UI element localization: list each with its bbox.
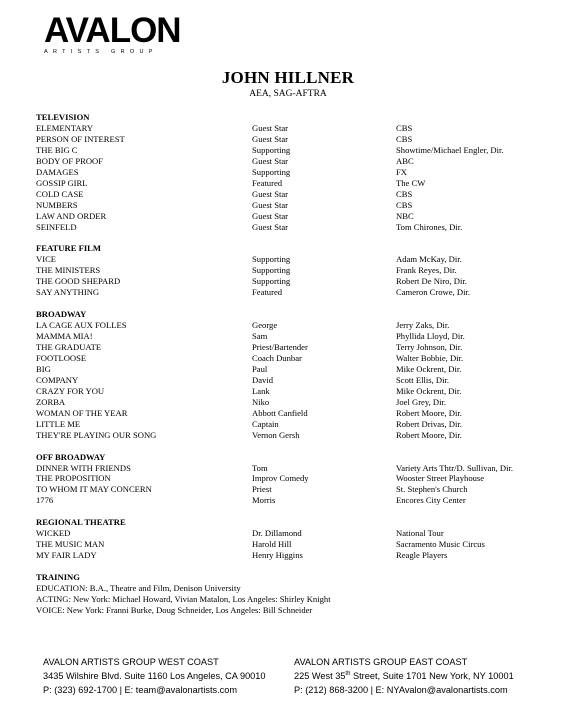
credit-row: [36, 145, 556, 156]
office-title: AVALON ARTISTS GROUP EAST COAST: [294, 657, 468, 667]
credit-company: National Tour: [396, 528, 444, 539]
credit-row: [36, 287, 556, 298]
credit-company: CBS: [396, 188, 413, 199]
credit-row: [36, 463, 556, 474]
credit-role: Supporting: [252, 254, 291, 265]
credit-role: Captain: [252, 418, 279, 429]
credit-row: [36, 331, 556, 342]
logo-wordmark: AVALON: [44, 11, 181, 50]
training-line: ACTING: New York: Michael Howard, Vivian Matalon, Los Angeles: Shirley Knight: [36, 593, 331, 604]
credit-company: Scott Ellis, Dir.: [396, 374, 449, 385]
credit-row: [36, 397, 556, 408]
east-coast-office: [294, 655, 514, 698]
credit-company: CBS: [396, 199, 413, 210]
credit-row: [36, 123, 556, 134]
agency-logo: [44, 11, 184, 55]
credit-role: Supporting: [252, 166, 291, 177]
office-title: AVALON ARTISTS GROUP WEST COAST: [43, 657, 219, 667]
credit-title: THE PROPOSITION: [36, 473, 111, 484]
credit-row: [36, 473, 556, 484]
credit-row: [36, 200, 556, 211]
section-title: TELEVISION: [36, 112, 90, 122]
credit-row: [36, 156, 556, 167]
credit-role: Featured: [252, 287, 283, 298]
credit-row: [36, 189, 556, 200]
credit-company: Robert Drivas, Dir.: [396, 418, 462, 429]
credit-title: THEY'RE PLAYING OUR SONG: [36, 429, 157, 440]
credit-company: Showtime/Michael Engler, Dir.: [396, 144, 504, 155]
credit-row: [36, 211, 556, 222]
credit-row: [36, 276, 556, 287]
credit-title: MY FAIR LADY: [36, 550, 97, 561]
credit-role: Guest Star: [252, 188, 289, 199]
credit-company: Reagle Players: [396, 550, 448, 561]
credit-row: [36, 419, 556, 430]
section-off-broadway: [36, 452, 556, 507]
credit-title: WICKED: [36, 528, 71, 539]
credit-title: DINNER WITH FRIENDS: [36, 462, 131, 473]
credit-row: [36, 134, 556, 145]
credit-row: [36, 539, 556, 550]
credit-role: Sam: [252, 331, 268, 342]
logo-subtitle: ARTISTS GROUP: [44, 49, 158, 55]
credit-title: ZORBA: [36, 396, 66, 407]
actor-unions: AEA, SAG-AFTRA: [249, 89, 327, 99]
training-line: EDUCATION: B.A., Theatre and Film, Denison University: [36, 582, 241, 593]
resume-body: [36, 112, 556, 616]
credit-company: Mike Ockrent, Dir.: [396, 363, 462, 374]
credit-company: Mike Ockrent, Dir.: [396, 385, 462, 396]
credit-title: TO WHOM IT MAY CONCERN: [36, 484, 152, 495]
section-feature-film: [36, 243, 556, 298]
credit-role: Harold Hill: [252, 539, 292, 550]
office-address: 3435 Wilshire Blvd. Suite 1160 Los Angeles, CA 90010: [43, 671, 266, 682]
credit-title: PERSON OF INTEREST: [36, 133, 125, 144]
credit-company: Adam McKay, Dir.: [396, 254, 462, 265]
credit-row: [36, 320, 556, 331]
credit-role: Featured: [252, 177, 283, 188]
credit-role: Morris: [252, 495, 276, 506]
credit-role: Guest Star: [252, 133, 289, 144]
credit-title: 1776: [36, 495, 54, 506]
credit-role: Guest Star: [252, 122, 289, 133]
credit-title: BIG: [36, 363, 51, 374]
credit-company: Variety Arts Thtr/D. Sullivan, Dir.: [396, 462, 514, 473]
credit-role: Henry Higgins: [252, 550, 303, 561]
credit-company: Cameron Crowe, Dir.: [396, 287, 470, 298]
credit-company: Robert Moore, Dir.: [396, 429, 462, 440]
section-title: FEATURE FILM: [36, 243, 102, 254]
credit-company: ABC: [396, 155, 414, 166]
credit-role: Niko: [252, 396, 270, 407]
credit-row: [36, 254, 556, 265]
west-coast-office: [43, 655, 266, 698]
credit-row: [36, 353, 556, 364]
credit-title: SAY ANYTHING: [36, 287, 100, 298]
credit-row: [36, 430, 556, 441]
credit-title: THE GOOD SHEPARD: [36, 276, 121, 287]
credit-company: The CW: [396, 177, 426, 188]
credit-company: Robert De Niro, Dir.: [396, 276, 467, 287]
credit-row: [36, 167, 556, 178]
credit-title: THE GRADUATE: [36, 342, 102, 353]
credit-row: [36, 375, 556, 386]
credit-company: Jerry Zaks, Dir.: [396, 320, 450, 331]
office-address: 225 West 35th Street, Suite 1701 New York, NY 10001: [294, 671, 514, 682]
credit-role: Guest Star: [252, 155, 289, 166]
section-title: OFF BROADWAY: [36, 451, 106, 462]
training-section: [36, 572, 556, 616]
credit-row: [36, 222, 556, 233]
credit-title: COMPANY: [36, 374, 79, 385]
credit-title: THE BIG C: [36, 144, 78, 155]
credit-title: MAMMA MIA!: [36, 331, 93, 342]
credit-role: Priest/Bartender: [252, 342, 308, 353]
credit-row: [36, 265, 556, 276]
training-line: VOICE: New York: Franni Burke, Doug Schneider, Los Angeles: Bill Schneider: [36, 604, 313, 615]
credit-role: David: [252, 374, 274, 385]
credit-row: [36, 364, 556, 375]
credit-role: Priest: [252, 484, 272, 495]
credit-company: NBC: [396, 210, 414, 221]
credit-role: Tom: [252, 462, 268, 473]
credit-role: Paul: [252, 363, 268, 374]
credit-company: CBS: [396, 122, 413, 133]
credit-row: [36, 550, 556, 561]
credit-row: [36, 342, 556, 353]
section-title: TRAINING: [36, 572, 80, 583]
credit-role: George: [252, 320, 278, 331]
credit-company: Frank Reyes, Dir.: [396, 265, 457, 276]
credit-role: Guest Star: [252, 210, 289, 221]
credit-company: CBS: [396, 133, 413, 144]
credit-row: [36, 386, 556, 397]
credit-title: GOSSIP GIRL: [36, 177, 88, 188]
credit-title: WOMAN OF THE YEAR: [36, 407, 128, 418]
credit-title: THE MINISTERS: [36, 265, 101, 276]
credit-sections: [36, 112, 556, 561]
credit-row: [36, 495, 556, 506]
credit-title: THE MUSIC MAN: [36, 539, 105, 550]
credit-title: DAMAGES: [36, 166, 79, 177]
credit-company: St. Stephen's Church: [396, 484, 468, 495]
credit-role: Improv Comedy: [252, 473, 309, 484]
credit-company: FX: [396, 166, 407, 177]
credit-role: Abbott Canfield: [252, 407, 308, 418]
credit-title: LITTLE ME: [36, 418, 81, 429]
credit-role: Supporting: [252, 265, 291, 276]
section-broadway: [36, 309, 556, 440]
credit-company: Encores City Center: [396, 495, 466, 506]
credit-company: Terry Johnson, Dir.: [396, 342, 463, 353]
credit-title: LA CAGE AUX FOLLES: [36, 320, 127, 331]
credit-row: [36, 408, 556, 419]
office-contact: P: (212) 868-3200 | E: NYAvalon@avalonartists.com: [294, 685, 508, 696]
section-title: BROADWAY: [36, 309, 87, 320]
credit-row: [36, 484, 556, 495]
credit-company: Wooster Street Playhouse: [396, 473, 485, 484]
office-contact: P: (323) 692-1700 | E: team@avalonartists.com: [43, 685, 238, 696]
credit-role: Guest Star: [252, 199, 289, 210]
credit-role: Coach Dunbar: [252, 352, 302, 363]
credit-role: Supporting: [252, 144, 291, 155]
actor-name: JOHN HILLNER: [221, 68, 355, 87]
credit-role: Guest Star: [252, 221, 289, 232]
credit-title: SEINFELD: [36, 221, 77, 232]
credit-title: ELEMENTARY: [36, 122, 94, 133]
credit-title: NUMBERS: [36, 199, 78, 210]
credit-role: Vernon Gersh: [252, 429, 300, 440]
credit-row: [36, 178, 556, 189]
credit-title: BODY OF PROOF: [36, 155, 104, 166]
section-television: [36, 112, 556, 232]
credit-company: Tom Chirones, Dir.: [396, 221, 463, 232]
credit-title: VICE: [36, 254, 57, 265]
credit-company: Sacramento Music Circus: [396, 539, 485, 550]
credit-role: Dr. Dillamond: [252, 528, 302, 539]
credit-company: Phyllida Lloyd, Dir.: [396, 331, 465, 342]
credit-title: COLD CASE: [36, 188, 84, 199]
credit-company: Walter Bobbie, Dir.: [396, 352, 464, 363]
credit-company: Robert Moore, Dir.: [396, 407, 462, 418]
credit-row: [36, 528, 556, 539]
credit-title: FOOTLOOSE: [36, 352, 87, 363]
credit-title: CRAZY FOR YOU: [36, 385, 105, 396]
credit-company: Joel Grey, Dir.: [396, 396, 447, 407]
credit-title: LAW AND ORDER: [36, 210, 107, 221]
credit-role: Supporting: [252, 276, 291, 287]
section-regional-theatre: [36, 517, 556, 561]
section-title: REGIONAL THEATRE: [36, 517, 126, 528]
credit-role: Lank: [252, 385, 270, 396]
